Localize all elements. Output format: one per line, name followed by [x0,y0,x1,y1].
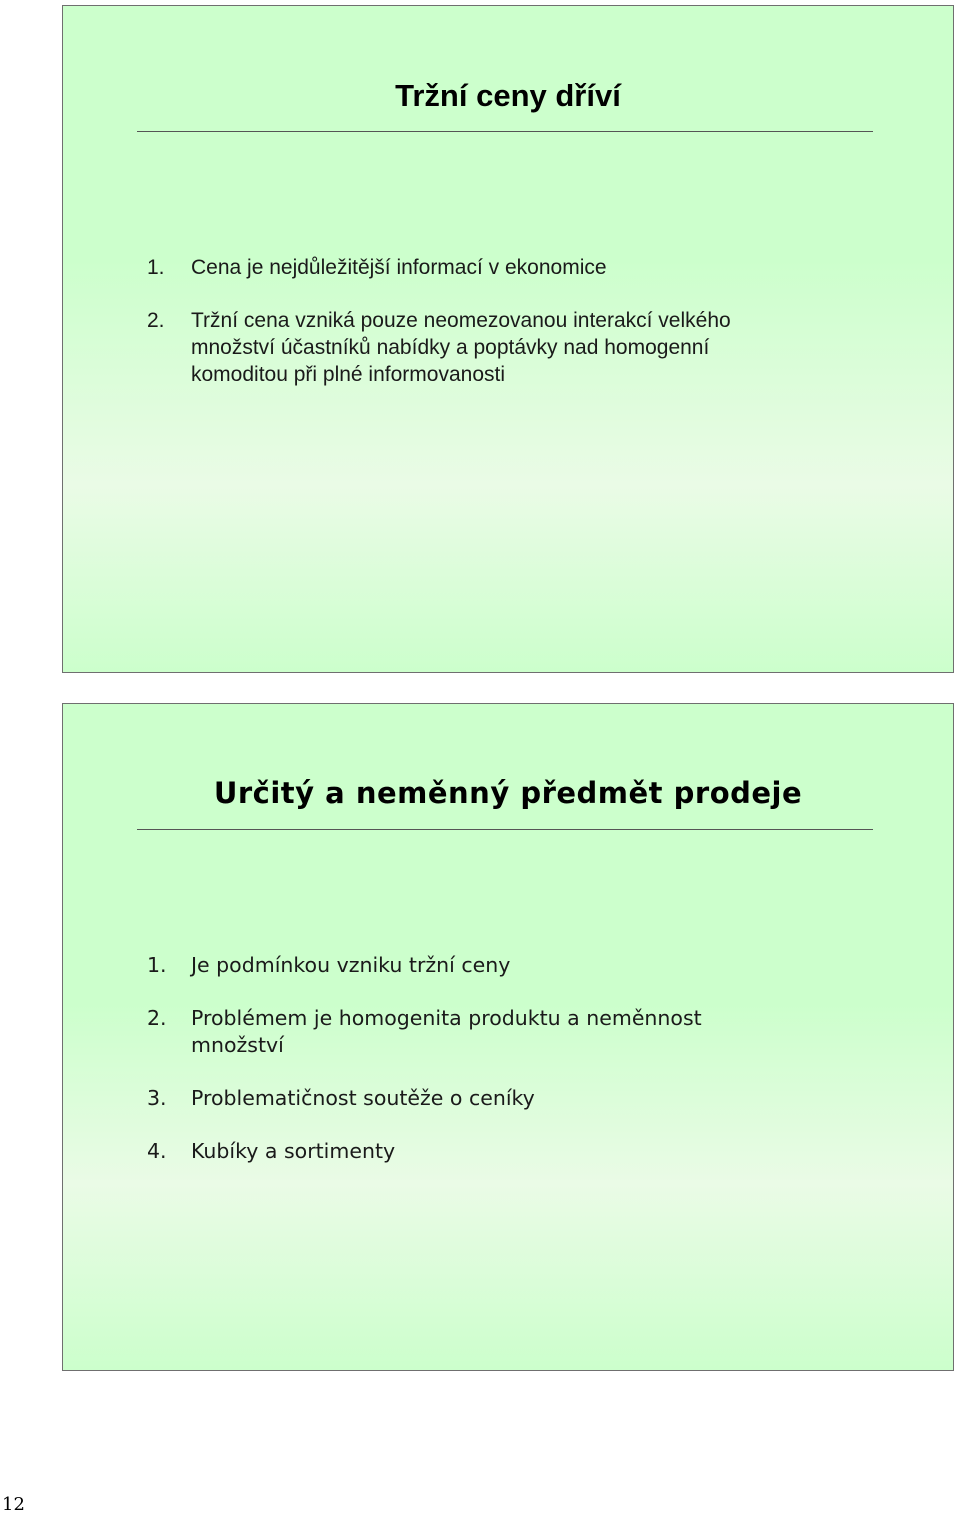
list-item-number: 2. [147,1006,167,1030]
list-item-text: Cena je nejdůležitější informací v ekonomice [191,256,607,279]
list-item [147,307,867,388]
title-divider [137,131,873,132]
page-number: 12 [2,1494,25,1515]
list-item-text-line: množství [191,1033,284,1057]
list-item-number: 3. [147,1086,167,1110]
list-item [147,1005,867,1059]
list-item-text: Je podmínkou vzniku tržní ceny [191,953,511,977]
list-item-text-line: Problémem je homogenita produktu a neměnnost [191,1006,702,1030]
list-item-number: 4. [147,1139,167,1163]
bullet-list [147,952,867,1191]
list-item-text-line: Tržní cena vzniká pouze neomezovanou interakcí velkého [191,309,731,332]
list-item-text [191,1005,867,1059]
slide-2 [62,703,954,1371]
list-item [147,1085,867,1112]
list-item [147,1138,867,1165]
title-divider [137,829,873,830]
bullet-list [147,254,867,414]
list-item-text-line: komoditou při plné informovanosti [191,363,505,386]
list-item [147,254,867,281]
list-item-number: 1. [147,256,165,279]
list-item-number: 2. [147,309,165,332]
slide-title: Určitý a neměnný předmět prodeje [213,776,803,810]
list-item-number: 1. [147,953,167,977]
list-item-text: Kubíky a sortimenty [191,1139,396,1163]
list-item-text [191,307,867,388]
slide-title: Tržní ceny dříví [395,78,621,113]
list-item [147,952,867,979]
list-item-text-line: množství účastníků nabídky a poptávky nad homogenní [191,336,710,359]
slide-1 [62,5,954,673]
list-item-text: Problematičnost soutěže o ceníky [191,1086,535,1110]
